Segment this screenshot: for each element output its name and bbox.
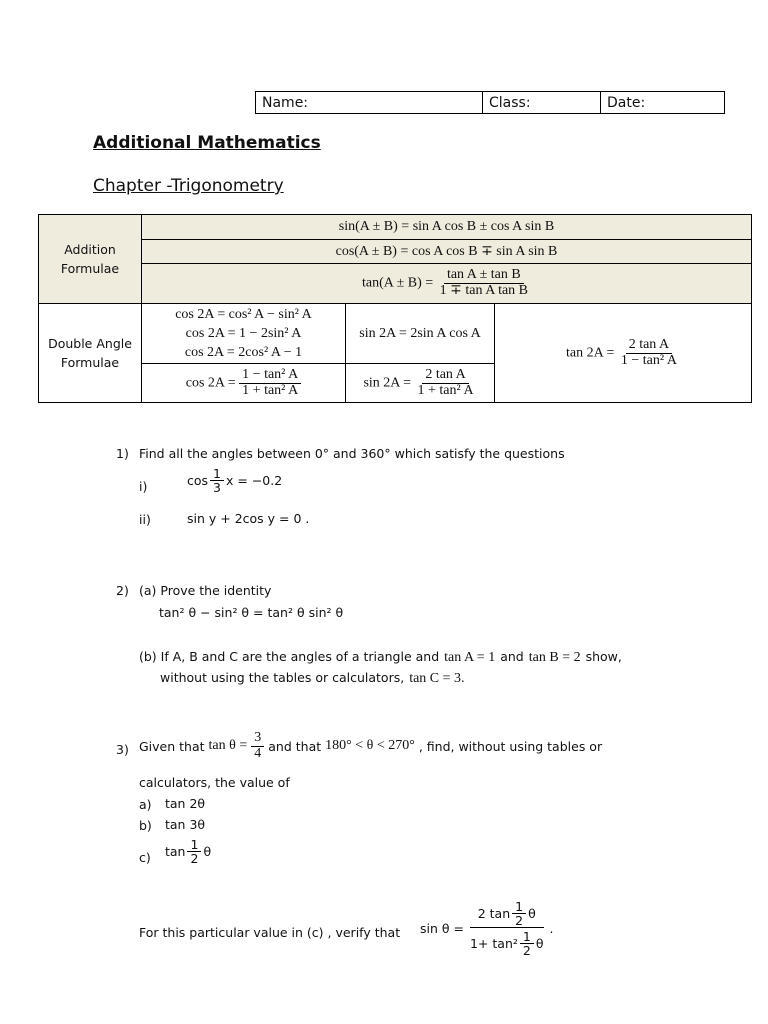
q3-c-label: c) xyxy=(139,850,151,865)
q2-number: 2) xyxy=(116,583,129,598)
q1-ii-expression: sin y + 2cos y = 0 . xyxy=(187,511,310,526)
sin2a-formula: sin 2A = 2sin A cos A xyxy=(346,304,495,364)
addition-formulae-label: Addition Formulae xyxy=(39,215,142,304)
q3-a-label: a) xyxy=(139,797,152,812)
tan-addition-formula: tan(A ± B) = $\frac{\text{tan A ± tan B}}{\text{1 ∓ tan A tan B}}$ xyxy=(142,264,752,304)
q2-a-expression: tan² θ − sin² θ = tan² θ sin² θ xyxy=(159,605,344,620)
chapter-title: Chapter -Trigonometry xyxy=(93,176,284,196)
q3-c-expression: tan $\frac{1}{2}$ θ xyxy=(165,837,212,867)
q1-text: Find all the angles between 0° and 360° which satisfy the questions xyxy=(139,446,565,461)
sin-addition-formula: sin(A ± B) = sin A cos B ± cos A sin B xyxy=(142,215,752,240)
q2-b-line2: without using the tables or calculators, tan C = 3. xyxy=(160,670,465,686)
q3-number: 3) xyxy=(116,742,129,757)
sin2a-tan-formula: sin 2A = $\frac{\text{2 tan A}}{\text{1 + tan² A}}$ xyxy=(346,364,495,403)
q3-given-line: Given that tan θ = $\frac{3}{4}$ and that 180° < θ < 270° , find, without using tables or xyxy=(139,730,603,761)
class-field[interactable] xyxy=(483,92,601,113)
q3-verify-text: For this particular value in (c) , verify that xyxy=(139,925,401,940)
q1-number: 1) xyxy=(116,446,129,461)
name-label: Name: xyxy=(262,94,309,111)
q2-a-text: (a) Prove the identity xyxy=(139,583,272,598)
date-field[interactable] xyxy=(601,92,724,113)
tan2a-formula: tan 2A = $\frac{\text{2 tan A}}{\text{1 − tan² A}}$ xyxy=(495,304,752,403)
q1-ii-label: ii) xyxy=(139,512,151,527)
document-title: Additional Mathematics xyxy=(93,133,321,153)
q3-b-label: b) xyxy=(139,818,152,833)
q3-b-expression: tan 3θ xyxy=(165,817,206,832)
class-label: Class: xyxy=(489,94,531,111)
cos2a-formulas: cos 2A = cos² A − sin² A cos 2A = 1 − 2sin² A cos 2A = 2cos² A − 1 xyxy=(142,304,346,364)
cos2a-tan-formula: cos 2A = $\frac{\text{1 − tan² A}}{\text{1 + tan² A}}$ xyxy=(142,364,346,403)
name-field[interactable] xyxy=(256,92,483,113)
double-angle-formulae-label: Double Angle Formulae xyxy=(39,304,142,403)
cos-addition-formula: cos(A ± B) = cos A cos B ∓ sin A sin B xyxy=(142,240,752,264)
q3-a-expression: tan 2θ xyxy=(165,796,206,811)
q1-i-label: i) xyxy=(139,479,148,494)
q2-b-line1: (b) If A, B and C are the angles of a triangle and tan A = 1 and tan B = 2 show, xyxy=(139,649,622,665)
q3-line2: calculators, the value of xyxy=(139,775,290,790)
student-info-box xyxy=(255,91,725,114)
q3-verify-expression: sin θ = 2 tan $\frac{1}{2}$ θ 1+ tan² $\frac{1}{2}$ θ . xyxy=(420,899,554,959)
q1-i-expression: cos $\frac{1}{3}$ x = −0.2 xyxy=(187,466,283,496)
formula-table xyxy=(38,214,752,403)
date-label: Date: xyxy=(607,94,646,111)
